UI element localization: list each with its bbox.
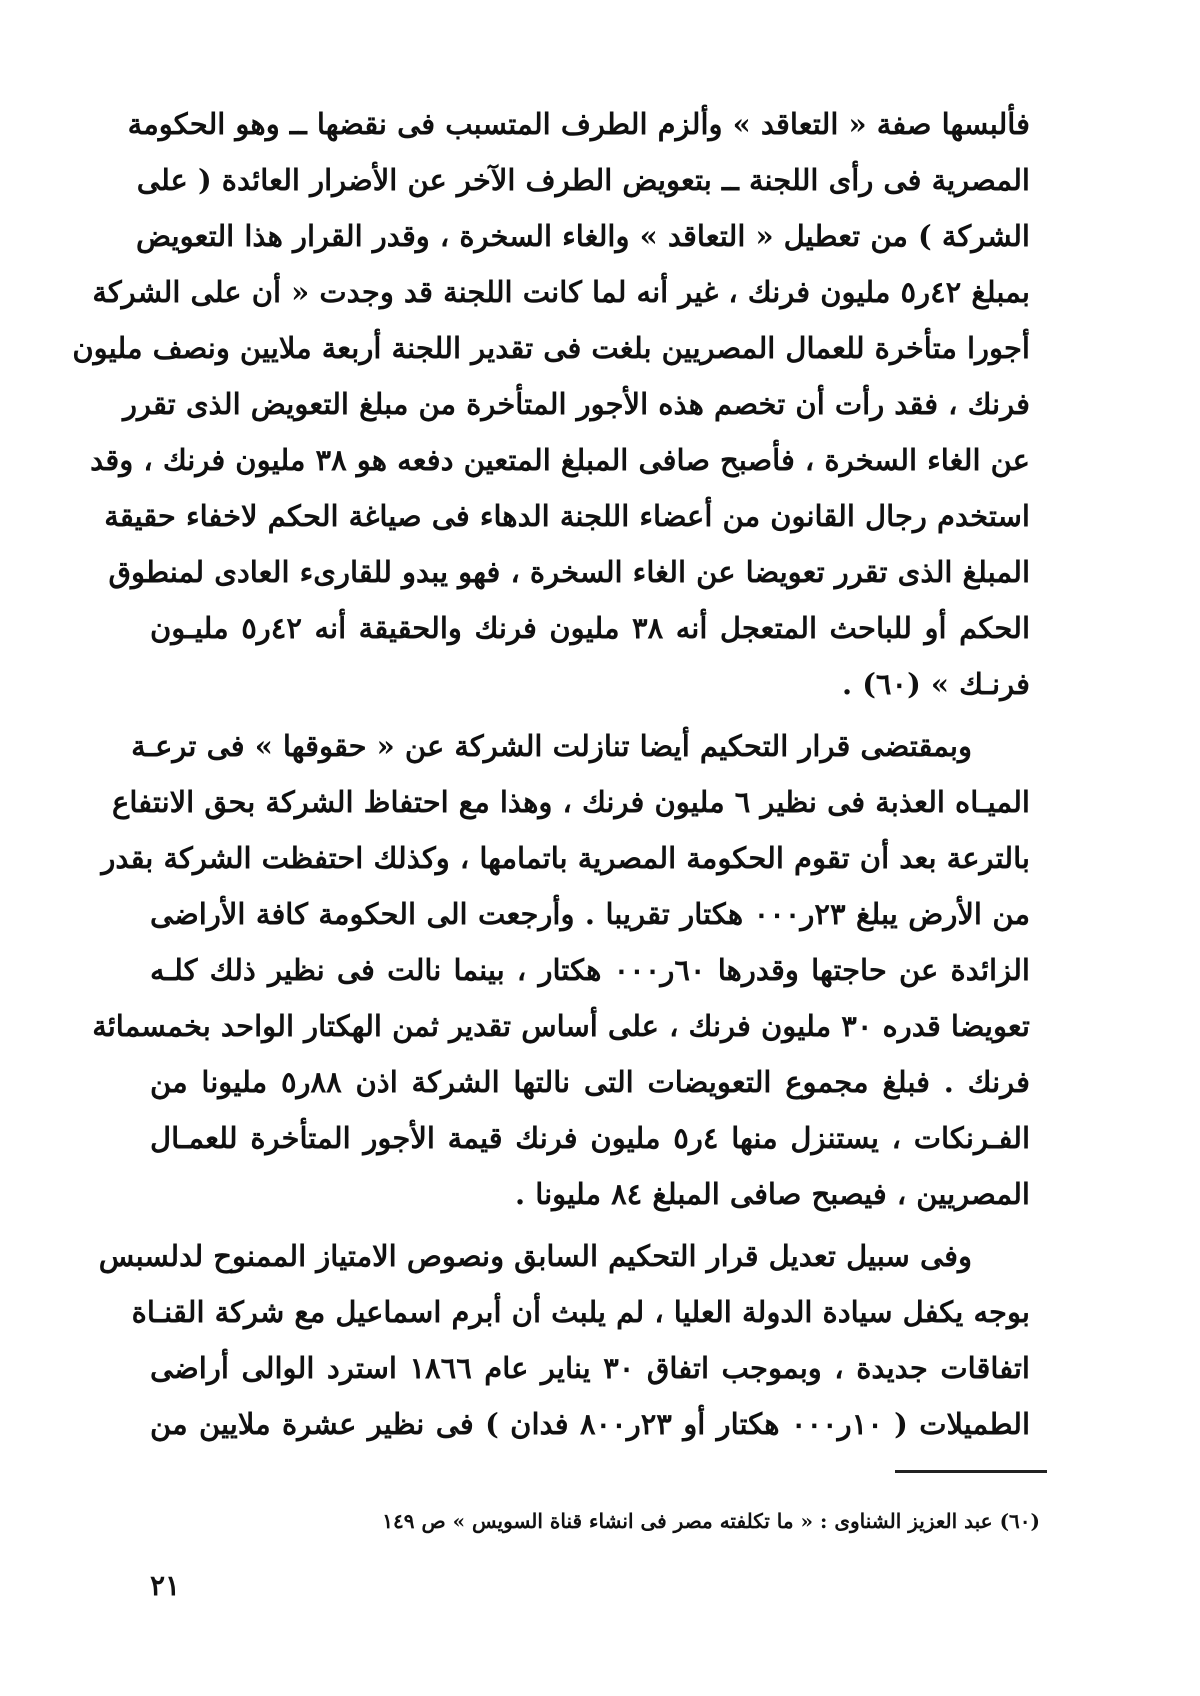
page-number: ٢١ xyxy=(150,1569,181,1602)
paragraph xyxy=(92,718,1031,1222)
text-line: اتفاقات جديدة ، وبموجب اتفاق ٣٠ يناير عام ١٨٦٦ استرد الوالى أراضى xyxy=(150,1351,1030,1385)
text-line: الزائدة عن حاجتها وقدرها ٦٠ر٠٠٠ هكتار ، بينما نالت فى نظير ذلك كلـه xyxy=(150,953,1030,987)
text-line: بوجه يكفل سيادة الدولة العليا ، لم يلبث أن أبرم اسماعيل مع شركة القنـاة xyxy=(131,1295,1030,1329)
text-line: المصرية فى رأى اللجنة ــ بتعويض الطرف الآخر عن الأضرار العائدة ( على xyxy=(136,163,1030,197)
text-line: أجورا متأخرة للعمال المصريين بلغت فى تقدير اللجنة أربعة ملايين ونصف مليون xyxy=(72,331,1030,365)
text-line: تعويضا قدره ٣٠ مليون فرنك ، على أساس تقدير ثمن الهكتار الواحد بخمسمائة xyxy=(92,1009,1030,1043)
text-line: فرنـك » (٦٠) . xyxy=(842,667,1030,701)
text-line: المبلغ الذى تقرر تعويضا عن الغاء السخرة ، فهو يبدو للقارىء العادى لمنطوق xyxy=(108,555,1030,589)
text-line: فرنك ، فقد رأت أن تخصم هذه الأجور المتأخرة من مبلغ التعويض الذى تقرر xyxy=(123,387,1030,421)
footnote: (٦٠) عبد العزيز الشناوى : « ما تكلفته مصر فى انشاء قناة السويس » ص ١٤٩ xyxy=(382,1509,1040,1533)
text-line: فألبسها صفة « التعاقد » وألزم الطرف المتسبب فى نقضها ــ وهو الحكومة xyxy=(127,107,1030,141)
body-text xyxy=(72,96,1031,1452)
text-line: بالترعة بعد أن تقوم الحكومة المصرية باتمامها ، وكذلك احتفظت الشركة بقدر xyxy=(101,841,1030,875)
text-line: عن الغاء السخرة ، فأصبح صافى المبلغ المتعين دفعه هو ٣٨ مليون فرنك ، وقد xyxy=(90,443,1030,477)
text-line: وفى سبيل تعديل قرار التحكيم السابق ونصوص الامتياز الممنوح لدلسبس xyxy=(98,1239,972,1273)
text-line: بمبلغ ٤٢ر٥ مليون فرنك ، غير أنه لما كانت اللجنة قد وجدت « أن على الشركة xyxy=(92,275,1030,309)
text-line: الطميلات ( ١٠ر٠٠٠ هكتار أو ٢٣ر٨٠٠ فدان ) فى نظير عشرة ملايين من xyxy=(150,1407,1031,1441)
text-line: استخدم رجال القانون من أعضاء اللجنة الدهاء فى صياغة الحكم لاخفاء حقيقة xyxy=(104,499,1030,533)
footnote-divider xyxy=(895,1470,1047,1473)
text-line: من الأرض يبلغ ٢٣ر٠٠٠ هكتار تقريبا . وأرجعت الى الحكومة كافة الأراضى xyxy=(150,897,1030,931)
text-line: الحكم أو للباحث المتعجل أنه ٣٨ مليون فرنك والحقيقة أنه ٤٢ر٥ مليـون xyxy=(150,611,1031,645)
text-line: وبمقتضى قرار التحكيم أيضا تنازلت الشركة عن « حقوقها » فى ترعـة xyxy=(131,729,972,763)
text-line: فرنك . فبلغ مجموع التعويضات التى نالتها الشركة اذن ٨٨ر٥ مليونا من xyxy=(150,1065,1031,1099)
text-line: الميـاه العذبة فى نظير ٦ مليون فرنك ، وهذا مع احتفاظ الشركة بحق الانتفاع xyxy=(112,785,1030,819)
paragraph xyxy=(72,96,1031,712)
text-line: الفـرنكات ، يستنزل منها ٤ر٥ مليون فرنك قيمة الأجور المتأخرة للعمـال xyxy=(150,1121,1031,1155)
text-line: المصريين ، فيصبح صافى المبلغ ٨٤ مليونا . xyxy=(515,1177,1030,1211)
text-line: الشركة ) من تعطيل « التعاقد » والغاء السخرة ، وقدر القرار هذا التعويض xyxy=(136,219,1030,253)
paragraph xyxy=(98,1228,1031,1452)
